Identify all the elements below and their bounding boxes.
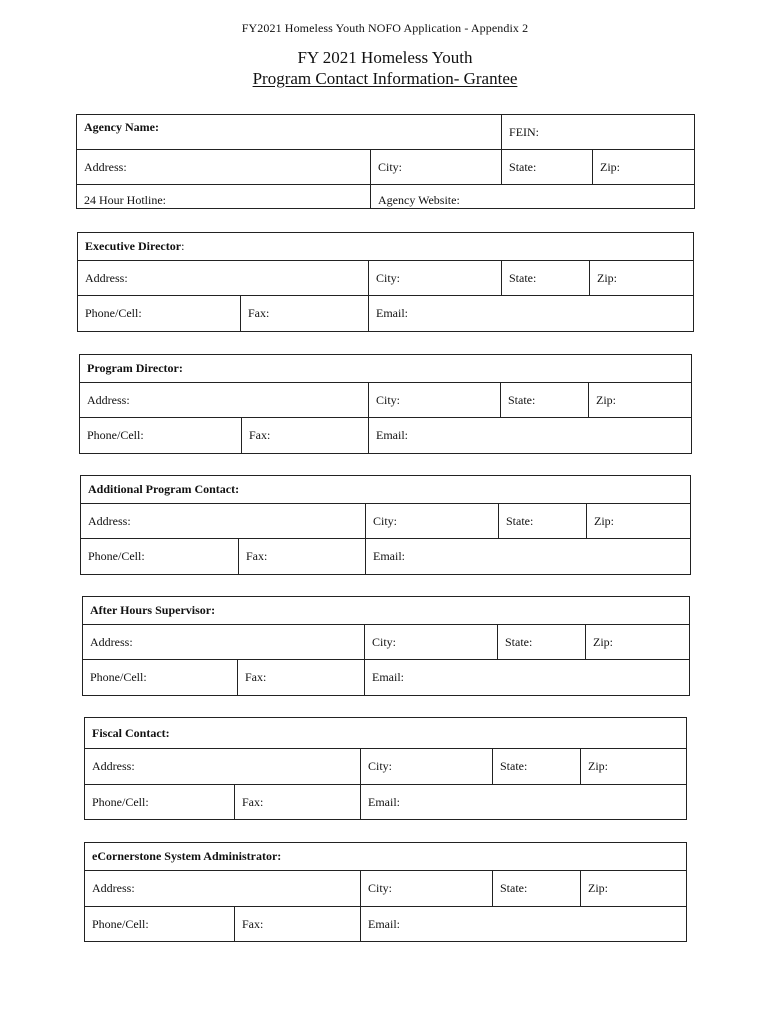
section-table-additional-program-contact xyxy=(80,475,691,575)
state-field[interactable] xyxy=(501,383,589,418)
fein-field[interactable] xyxy=(502,115,695,150)
section-title xyxy=(80,355,692,383)
agency-zip-field[interactable] xyxy=(593,150,695,185)
address-label: Address: xyxy=(87,392,130,407)
form-title-line2-text: Program Contact Information- Grantee xyxy=(252,69,518,88)
state-field[interactable] xyxy=(499,504,587,539)
state-field[interactable] xyxy=(493,871,581,907)
phone-label: Phone/Cell: xyxy=(85,306,142,320)
address-label: Address: xyxy=(90,634,133,649)
zip-label: Zip: xyxy=(596,392,616,407)
section-table-executive-director xyxy=(77,232,694,332)
city-field[interactable] xyxy=(369,383,501,418)
agency-state-label: State: xyxy=(509,159,537,174)
city-label: City: xyxy=(376,392,401,407)
section-table-fiscal-contact xyxy=(84,717,687,820)
email-field[interactable] xyxy=(369,296,694,332)
agency-address-label: Address: xyxy=(84,159,127,174)
city-field[interactable] xyxy=(369,261,502,296)
zip-label: Zip: xyxy=(588,881,608,895)
section-title-text: Executive Director xyxy=(85,239,182,253)
email-label: Email: xyxy=(373,549,405,563)
zip-label: Zip: xyxy=(597,270,617,285)
address-field[interactable] xyxy=(81,504,366,539)
email-field[interactable] xyxy=(366,539,691,575)
document-header: FY2021 Homeless Youth NOFO Application - Appendix 2 xyxy=(241,21,529,35)
section-title xyxy=(85,718,687,749)
phone-label: Phone/Cell: xyxy=(92,916,149,931)
fax-field[interactable] xyxy=(238,660,365,696)
email-field[interactable] xyxy=(369,418,692,454)
agency-city-label: City: xyxy=(378,159,403,174)
fax-field[interactable] xyxy=(239,539,366,575)
fax-label: Fax: xyxy=(242,916,264,931)
section-table-ecornerstone-admin xyxy=(84,842,687,942)
section-title-text: Program Director: xyxy=(87,361,183,375)
phone-field[interactable] xyxy=(78,296,241,332)
agency-name-label: Agency Name: xyxy=(84,120,159,134)
state-field[interactable] xyxy=(493,749,581,785)
fax-label: Fax: xyxy=(249,428,271,442)
address-field[interactable] xyxy=(85,749,361,785)
city-field[interactable] xyxy=(361,749,493,785)
email-label: Email: xyxy=(376,428,408,442)
section-title-text: eCornerstone System Administrator: xyxy=(92,849,282,863)
section-table-program-director xyxy=(79,354,692,454)
hotline-field[interactable] xyxy=(77,185,371,209)
state-field[interactable] xyxy=(502,261,590,296)
city-label: City: xyxy=(368,881,393,895)
address-field[interactable] xyxy=(83,625,365,660)
city-field[interactable] xyxy=(361,871,493,907)
city-field[interactable] xyxy=(365,625,498,660)
address-label: Address: xyxy=(92,759,135,773)
fax-label: Fax: xyxy=(242,794,264,809)
email-label: Email: xyxy=(368,916,400,931)
email-field[interactable] xyxy=(365,660,690,696)
zip-field[interactable] xyxy=(587,504,691,539)
agency-city-field[interactable] xyxy=(371,150,502,185)
section-table-after-hours-supervisor xyxy=(82,596,690,696)
phone-label: Phone/Cell: xyxy=(87,428,144,442)
fein-label: FEIN: xyxy=(509,124,540,139)
agency-address-field[interactable] xyxy=(77,150,371,185)
section-title xyxy=(78,233,694,261)
zip-label: Zip: xyxy=(593,634,613,649)
city-label: City: xyxy=(373,513,398,528)
agency-table xyxy=(76,114,695,209)
zip-label: Zip: xyxy=(594,513,614,528)
zip-field[interactable] xyxy=(581,871,687,907)
form-title-line2 xyxy=(0,68,770,89)
form-title-line1: FY 2021 Homeless Youth xyxy=(297,48,473,67)
email-field[interactable] xyxy=(361,785,687,820)
zip-field[interactable] xyxy=(581,749,687,785)
state-label: State: xyxy=(505,634,533,649)
zip-field[interactable] xyxy=(589,383,692,418)
address-field[interactable] xyxy=(80,383,369,418)
phone-field[interactable] xyxy=(83,660,238,696)
email-field[interactable] xyxy=(361,907,687,942)
fax-field[interactable] xyxy=(235,785,361,820)
email-label: Email: xyxy=(368,794,400,809)
section-title-text: Fiscal Contact: xyxy=(92,725,170,740)
address-label: Address: xyxy=(92,881,135,895)
state-label: State: xyxy=(506,513,534,528)
fax-label: Fax: xyxy=(245,670,267,684)
address-field[interactable] xyxy=(85,871,361,907)
phone-field[interactable] xyxy=(85,907,235,942)
section-title xyxy=(83,597,690,625)
fax-label: Fax: xyxy=(248,306,270,320)
website-field[interactable] xyxy=(371,185,695,209)
fax-field[interactable] xyxy=(235,907,361,942)
state-field[interactable] xyxy=(498,625,586,660)
email-label: Email: xyxy=(372,670,404,684)
phone-field[interactable] xyxy=(81,539,239,575)
state-label: State: xyxy=(508,392,536,407)
agency-zip-label: Zip: xyxy=(600,159,621,174)
website-label: Agency Website: xyxy=(378,193,460,207)
city-label: City: xyxy=(376,270,401,285)
state-label: State: xyxy=(509,270,537,285)
fax-label: Fax: xyxy=(246,549,268,563)
address-label: Address: xyxy=(85,270,128,285)
agency-state-field[interactable] xyxy=(502,150,593,185)
fax-field[interactable] xyxy=(241,296,369,332)
address-field[interactable] xyxy=(78,261,369,296)
phone-label: Phone/Cell: xyxy=(90,670,147,684)
state-label: State: xyxy=(500,881,528,895)
email-label: Email: xyxy=(376,306,408,320)
agency-name-field[interactable] xyxy=(77,115,502,150)
phone-field[interactable] xyxy=(85,785,235,820)
section-title-text: Additional Program Contact: xyxy=(88,482,240,496)
phone-label: Phone/Cell: xyxy=(92,794,149,809)
section-title-text: After Hours Supervisor: xyxy=(90,603,216,617)
city-label: City: xyxy=(368,759,393,773)
fax-field[interactable] xyxy=(242,418,369,454)
state-label: State: xyxy=(500,759,528,773)
section-title xyxy=(81,476,691,504)
section-title xyxy=(85,843,687,871)
zip-field[interactable] xyxy=(590,261,694,296)
phone-field[interactable] xyxy=(80,418,242,454)
section-title-suffix: : xyxy=(181,239,185,253)
city-label: City: xyxy=(372,634,397,649)
address-label: Address: xyxy=(88,513,131,528)
phone-label: Phone/Cell: xyxy=(88,549,145,563)
hotline-label: 24 Hour Hotline: xyxy=(84,193,166,207)
city-field[interactable] xyxy=(366,504,499,539)
zip-field[interactable] xyxy=(586,625,690,660)
zip-label: Zip: xyxy=(588,759,608,773)
